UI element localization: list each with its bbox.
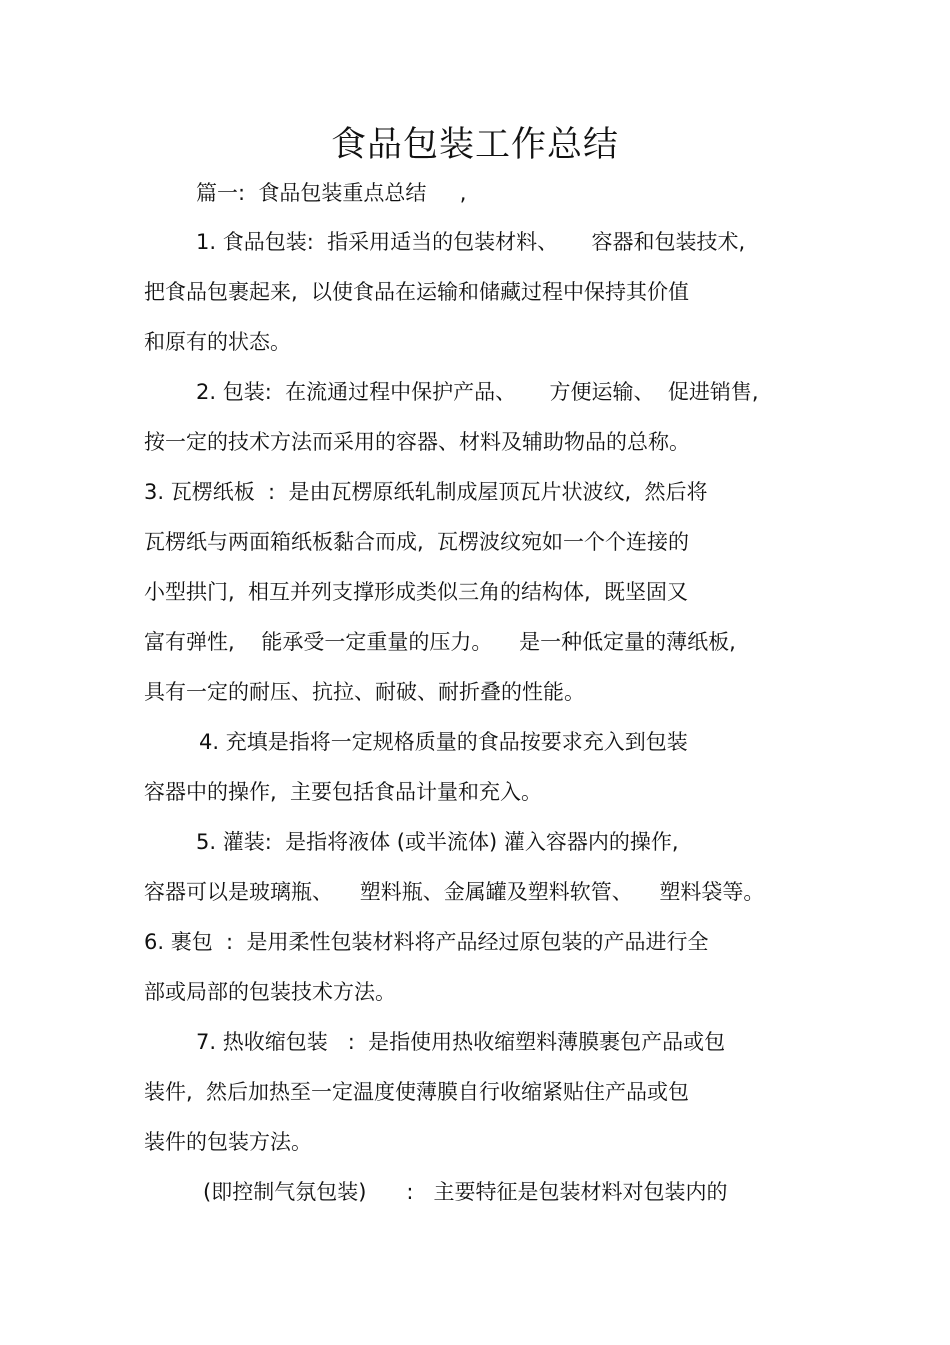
paragraph-line: 4. 充填是指将一定规格质量的食品按要求充入到包装 xyxy=(199,730,688,754)
paragraph-line: 6. 裹包 : 是用柔性包装材料将产品经过原包装的产品进行全 xyxy=(144,930,709,954)
paragraph-line: 部或局部的包装技术方法。 xyxy=(144,980,396,1004)
paragraph-line: 5. 灌装: 是指将液体 (或半流体) 灌入容器内的操作, xyxy=(196,830,679,854)
paragraph-line: 装件, 然后加热至一定温度使薄膜自行收缩紧贴住产品或包 xyxy=(144,1080,690,1104)
paragraph-line: 按一定的技术方法而采用的容器、材料及辅助物品的总称。 xyxy=(144,430,690,454)
paragraph-line: 1. 食品包装: 指采用适当的包装材料、 容器和包装技术, xyxy=(196,230,746,254)
paragraph-line: 7. 热收缩包装 : 是指使用热收缩塑料薄膜裹包产品或包 xyxy=(196,1030,726,1054)
paragraph-line: 容器可以是玻璃瓶、 塑料瓶、金属罐及塑料软管、 塑料袋等。 xyxy=(144,880,765,904)
paragraph-line: 瓦楞纸与两面箱纸板黏合而成, 瓦楞波纹宛如一个个连接的 xyxy=(144,530,690,554)
document-title: 食品包装工作总结 xyxy=(330,125,619,165)
document-subtitle: 篇一: 食品包装重点总结 , xyxy=(196,181,467,205)
paragraph-line: 小型拱门, 相互并列支撑形成类似三角的结构体, 既坚固又 xyxy=(144,580,689,604)
paragraph-line: 富有弹性, 能承受一定重量的压力。 是一种低定量的薄纸板, xyxy=(144,630,736,654)
paragraph-line: 具有一定的耐压、抗拉、耐破、耐折叠的性能。 xyxy=(144,680,585,704)
paragraph-line: (即控制气氛包装) : 主要特征是包装材料对包装内的 xyxy=(203,1180,728,1204)
paragraph-line: 2. 包装: 在流通过程中保护产品、 方便运输、 促进销售, xyxy=(196,380,759,404)
paragraph-line: 和原有的状态。 xyxy=(144,330,291,354)
paragraph-line: 装件的包装方法。 xyxy=(144,1130,312,1154)
paragraph-line: 把食品包裹起来, 以使食品在运输和储藏过程中保持其价值 xyxy=(144,280,690,304)
paragraph-line: 容器中的操作, 主要包括食品计量和充入。 xyxy=(144,780,543,804)
paragraph-line: 3. 瓦楞纸板 : 是由瓦楞原纸轧制成屋顶瓦片状波纹, 然后将 xyxy=(144,480,708,504)
